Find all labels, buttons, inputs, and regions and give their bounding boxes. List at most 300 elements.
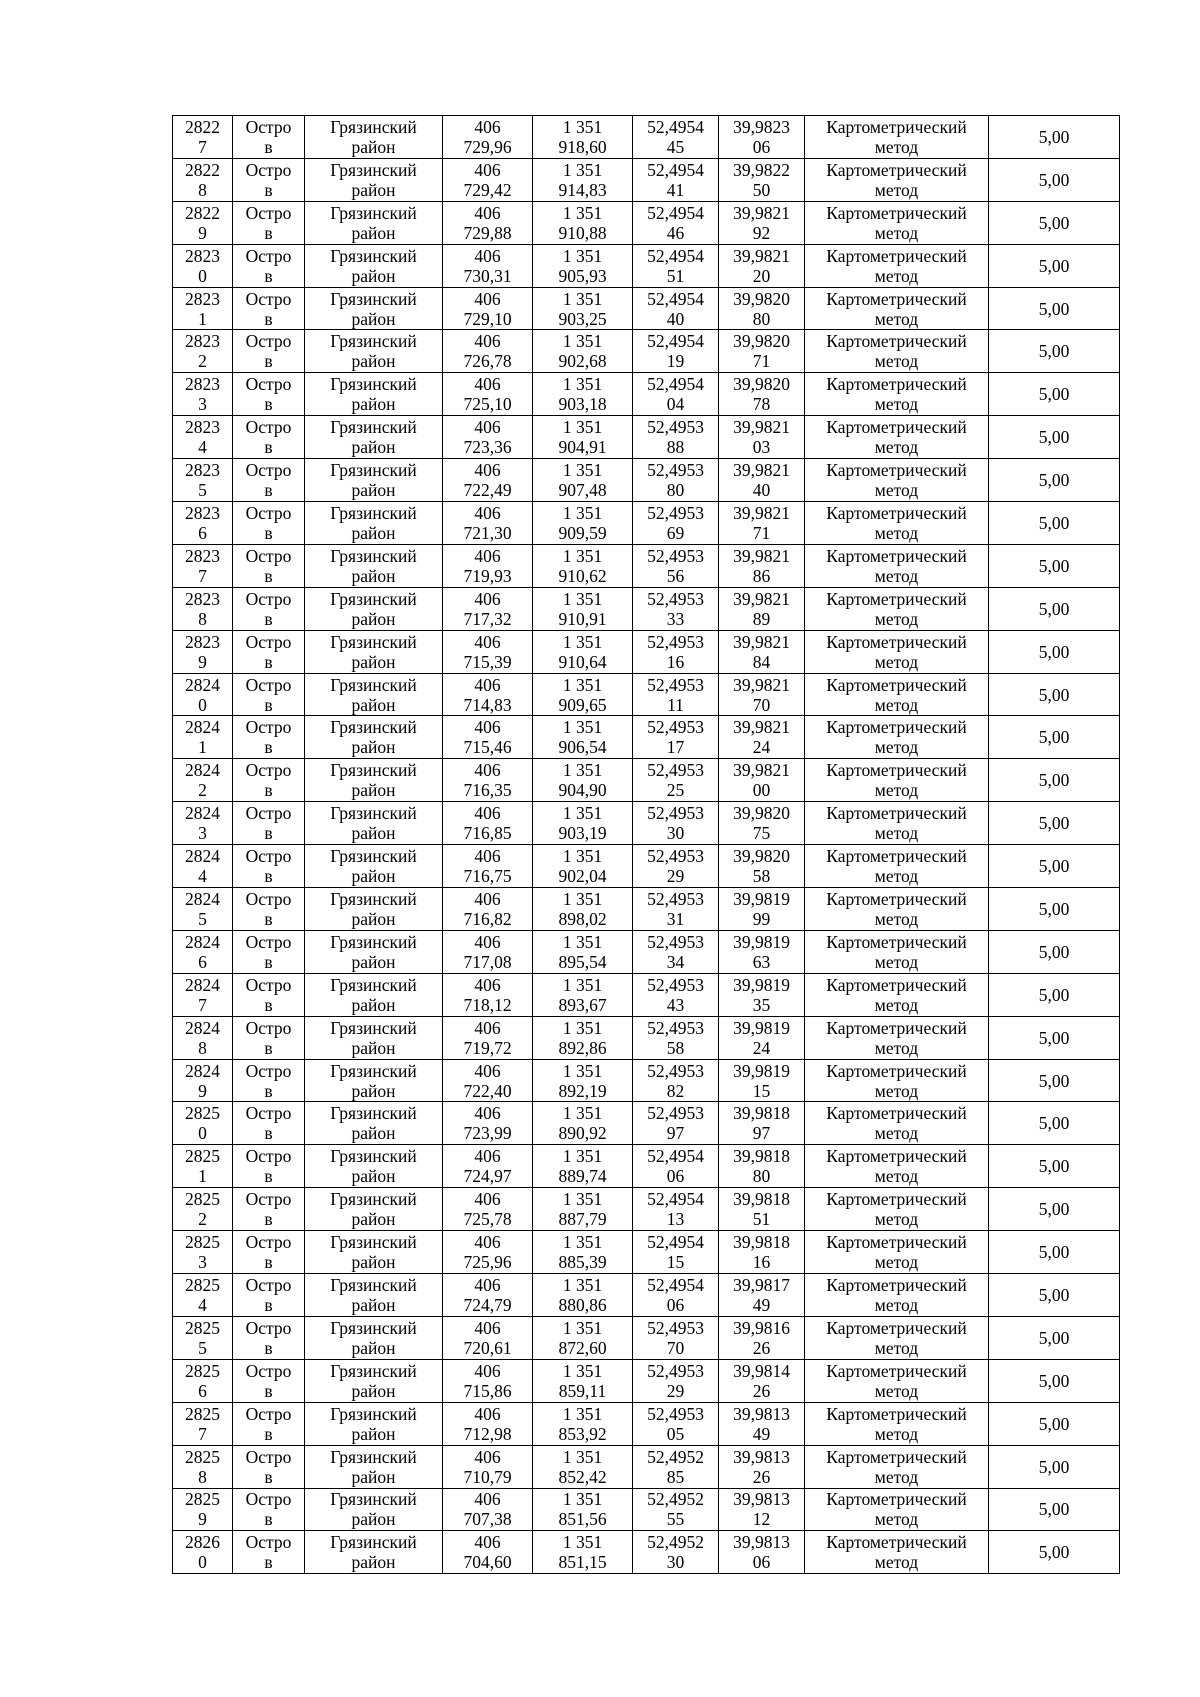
y-coordinate-cell-line-1: 1 351 <box>562 931 603 952</box>
point-id-cell-line-1: 2824 <box>185 1060 220 1081</box>
latitude-cell-line-2: 85 <box>666 1466 685 1487</box>
y-coordinate-cell <box>533 1445 633 1488</box>
object-type-cell <box>233 373 305 416</box>
object-type-cell-line-2: в <box>264 522 273 543</box>
latitude-cell-line-1: 52,4952 <box>647 1489 704 1510</box>
latitude-cell <box>633 759 719 802</box>
table-row <box>173 716 1120 759</box>
latitude-cell-line-2: 82 <box>666 1080 685 1101</box>
longitude-cell-line-1: 39,9814 <box>733 1360 790 1381</box>
point-id-cell-line-2: 8 <box>198 608 207 629</box>
method-cell-line-2: метод <box>874 780 919 801</box>
x-coordinate-cell-line-2: 704,60 <box>463 1552 512 1573</box>
method-cell-line-2: метод <box>874 737 919 758</box>
accuracy-cell: 5,00 <box>989 930 1120 973</box>
y-coordinate-cell-line-2: 895,54 <box>558 951 607 972</box>
object-type-cell-line-2: в <box>264 994 273 1015</box>
y-coordinate-cell <box>533 244 633 287</box>
object-type-cell-line-2: в <box>264 908 273 929</box>
y-coordinate-cell <box>533 716 633 759</box>
object-type-cell-line-1: Остро <box>245 803 292 824</box>
latitude-cell-line-1: 52,4954 <box>647 159 704 180</box>
longitude-cell <box>719 673 805 716</box>
object-type-cell <box>233 716 305 759</box>
latitude-cell-line-2: 55 <box>666 1509 685 1530</box>
y-coordinate-cell-line-1: 1 351 <box>562 331 603 352</box>
method-cell-line-1: Картометрический <box>826 631 967 652</box>
point-id-cell-line-1: 2822 <box>185 159 220 180</box>
object-type-cell-line-2: в <box>264 1337 273 1358</box>
accuracy-cell: 5,00 <box>989 587 1120 630</box>
district-cell-line-2: район <box>351 179 396 200</box>
accuracy-cell: 5,00 <box>989 330 1120 373</box>
x-coordinate-cell-line-1: 406 <box>474 1446 501 1467</box>
latitude-cell-line-2: 06 <box>666 1294 685 1315</box>
longitude-cell <box>719 1059 805 1102</box>
table-row <box>173 416 1120 459</box>
district-cell-line-2: район <box>351 265 396 286</box>
x-coordinate-cell-line-1: 406 <box>474 460 501 481</box>
method-cell <box>805 244 989 287</box>
object-type-cell-line-2: в <box>264 308 273 329</box>
latitude-cell-line-1: 52,4954 <box>647 116 704 137</box>
y-coordinate-cell <box>533 158 633 201</box>
latitude-cell <box>633 802 719 845</box>
point-id-cell-line-2: 0 <box>198 694 207 715</box>
y-coordinate-cell-line-2: 910,91 <box>558 608 607 629</box>
object-type-cell-line-1: Остро <box>245 1489 292 1510</box>
y-coordinate-cell <box>533 1188 633 1231</box>
table-row <box>173 502 1120 545</box>
table-row <box>173 973 1120 1016</box>
district-cell-line-1: Грязинский <box>330 717 417 738</box>
district-cell-line-2: район <box>351 1423 396 1444</box>
object-type-cell-line-1: Остро <box>245 288 292 309</box>
object-type-cell-line-1: Остро <box>245 974 292 995</box>
point-id-cell-line-2: 7 <box>198 565 207 586</box>
y-coordinate-cell-line-1: 1 351 <box>562 202 603 223</box>
point-id-cell-line-1: 2823 <box>185 460 220 481</box>
x-coordinate-cell-line-1: 406 <box>474 1017 501 1038</box>
table-row <box>173 1488 1120 1531</box>
x-coordinate-cell-line-2: 729,88 <box>463 222 512 243</box>
object-type-cell <box>233 587 305 630</box>
accuracy-cell: 5,00 <box>989 1231 1120 1274</box>
latitude-cell <box>633 544 719 587</box>
district-cell <box>305 1016 443 1059</box>
object-type-cell <box>233 1531 305 1574</box>
longitude-cell-line-1: 39,9820 <box>733 803 790 824</box>
latitude-cell <box>633 330 719 373</box>
point-id-cell-line-1: 2823 <box>185 374 220 395</box>
point-id-cell-line-1: 2825 <box>185 1317 220 1338</box>
latitude-cell-line-2: 33 <box>666 608 685 629</box>
x-coordinate-cell-line-1: 406 <box>474 888 501 909</box>
x-coordinate-cell <box>443 587 533 630</box>
object-type-cell-line-2: в <box>264 1209 273 1230</box>
district-cell <box>305 1274 443 1317</box>
point-id-cell <box>173 544 233 587</box>
table-row <box>173 1445 1120 1488</box>
y-coordinate-cell-line-1: 1 351 <box>562 1232 603 1253</box>
object-type-cell-line-2: в <box>264 265 273 286</box>
object-type-cell-line-2: в <box>264 1466 273 1487</box>
x-coordinate-cell <box>443 201 533 244</box>
table-row <box>173 330 1120 373</box>
method-cell <box>805 630 989 673</box>
district-cell-line-2: район <box>351 394 396 415</box>
longitude-cell-line-2: 71 <box>752 351 771 372</box>
latitude-cell <box>633 888 719 931</box>
object-type-cell-line-1: Остро <box>245 1060 292 1081</box>
latitude-cell-line-2: 41 <box>666 179 685 200</box>
y-coordinate-cell <box>533 330 633 373</box>
x-coordinate-cell <box>443 287 533 330</box>
object-type-cell-line-1: Остро <box>245 674 292 695</box>
latitude-cell <box>633 673 719 716</box>
point-id-cell-line-2: 7 <box>198 1423 207 1444</box>
x-coordinate-cell <box>443 244 533 287</box>
district-cell-line-2: район <box>351 1209 396 1230</box>
object-type-cell-line-1: Остро <box>245 1146 292 1167</box>
x-coordinate-cell <box>443 802 533 845</box>
y-coordinate-cell-line-2: 893,67 <box>558 994 607 1015</box>
x-coordinate-cell <box>443 759 533 802</box>
y-coordinate-cell-line-1: 1 351 <box>562 631 603 652</box>
point-id-cell-line-2: 5 <box>198 480 207 501</box>
longitude-cell-line-1: 39,9821 <box>733 545 790 566</box>
object-type-cell-line-2: в <box>264 694 273 715</box>
latitude-cell-line-1: 52,4953 <box>647 717 704 738</box>
longitude-cell <box>719 158 805 201</box>
x-coordinate-cell <box>443 1274 533 1317</box>
district-cell <box>305 1402 443 1445</box>
y-coordinate-cell-line-2: 859,11 <box>558 1380 607 1401</box>
point-id-cell-line-1: 2823 <box>185 245 220 266</box>
district-cell-line-1: Грязинский <box>330 502 417 523</box>
point-id-cell-line-2: 4 <box>198 866 207 887</box>
x-coordinate-cell-line-2: 715,86 <box>463 1380 512 1401</box>
district-cell-line-1: Грязинский <box>330 245 417 266</box>
object-type-cell <box>233 1059 305 1102</box>
object-type-cell-line-1: Остро <box>245 202 292 223</box>
latitude-cell <box>633 1531 719 1574</box>
object-type-cell-line-1: Остро <box>245 1103 292 1124</box>
method-cell-line-1: Картометрический <box>826 288 967 309</box>
district-cell <box>305 1231 443 1274</box>
x-coordinate-cell-line-1: 406 <box>474 374 501 395</box>
method-cell-line-2: метод <box>874 136 919 157</box>
y-coordinate-cell <box>533 1488 633 1531</box>
x-coordinate-cell <box>443 1359 533 1402</box>
method-cell-line-1: Картометрический <box>826 1017 967 1038</box>
object-type-cell-line-1: Остро <box>245 888 292 909</box>
district-cell-line-1: Грязинский <box>330 460 417 481</box>
longitude-cell-line-1: 39,9821 <box>733 760 790 781</box>
y-coordinate-cell <box>533 1274 633 1317</box>
method-cell-line-2: метод <box>874 651 919 672</box>
point-id-cell <box>173 502 233 545</box>
object-type-cell-line-1: Остро <box>245 1403 292 1424</box>
y-coordinate-cell <box>533 416 633 459</box>
method-cell <box>805 1316 989 1359</box>
latitude-cell-line-1: 52,4953 <box>647 803 704 824</box>
longitude-cell-line-2: 26 <box>752 1337 771 1358</box>
longitude-cell-line-1: 39,9821 <box>733 417 790 438</box>
method-cell-line-1: Картометрический <box>826 1403 967 1424</box>
method-cell <box>805 930 989 973</box>
object-type-cell-line-1: Остро <box>245 159 292 180</box>
object-type-cell <box>233 1316 305 1359</box>
method-cell-line-1: Картометрический <box>826 1274 967 1295</box>
district-cell <box>305 1531 443 1574</box>
x-coordinate-cell-line-2: 712,98 <box>463 1423 512 1444</box>
district-cell-line-1: Грязинский <box>330 803 417 824</box>
longitude-cell-line-1: 39,9821 <box>733 202 790 223</box>
method-cell-line-1: Картометрический <box>826 1060 967 1081</box>
x-coordinate-cell-line-1: 406 <box>474 417 501 438</box>
district-cell <box>305 1145 443 1188</box>
longitude-cell-line-1: 39,9821 <box>733 588 790 609</box>
object-type-cell-line-1: Остро <box>245 1232 292 1253</box>
longitude-cell <box>719 802 805 845</box>
method-cell <box>805 116 989 159</box>
object-type-cell <box>233 544 305 587</box>
point-id-cell-line-1: 2824 <box>185 931 220 952</box>
y-coordinate-cell <box>533 673 633 716</box>
longitude-cell <box>719 1145 805 1188</box>
point-id-cell-line-2: 4 <box>198 1294 207 1315</box>
latitude-cell <box>633 716 719 759</box>
method-cell-line-2: метод <box>874 1294 919 1315</box>
x-coordinate-cell-line-2: 715,46 <box>463 737 512 758</box>
point-id-cell-line-1: 2825 <box>185 1360 220 1381</box>
latitude-cell-line-1: 52,4953 <box>647 1317 704 1338</box>
object-type-cell-line-1: Остро <box>245 116 292 137</box>
latitude-cell <box>633 1445 719 1488</box>
method-cell-line-1: Картометрический <box>826 888 967 909</box>
latitude-cell-line-2: 15 <box>666 1252 685 1273</box>
method-cell <box>805 1274 989 1317</box>
method-cell-line-1: Картометрический <box>826 974 967 995</box>
district-cell-line-2: район <box>351 1294 396 1315</box>
method-cell-line-1: Картометрический <box>826 1103 967 1124</box>
district-cell-line-2: район <box>351 1509 396 1530</box>
point-id-cell-line-2: 9 <box>198 1080 207 1101</box>
method-cell-line-1: Картометрический <box>826 803 967 824</box>
object-type-cell <box>233 1445 305 1488</box>
latitude-cell-line-2: 70 <box>666 1337 685 1358</box>
x-coordinate-cell-line-2: 717,08 <box>463 951 512 972</box>
district-cell <box>305 373 443 416</box>
latitude-cell-line-2: 69 <box>666 522 685 543</box>
x-coordinate-cell <box>443 1059 533 1102</box>
longitude-cell <box>719 845 805 888</box>
method-cell-line-1: Картометрический <box>826 245 967 266</box>
point-id-cell <box>173 287 233 330</box>
accuracy-cell: 5,00 <box>989 802 1120 845</box>
point-id-cell <box>173 1445 233 1488</box>
point-id-cell-line-2: 5 <box>198 1337 207 1358</box>
x-coordinate-cell <box>443 630 533 673</box>
object-type-cell-line-1: Остро <box>245 717 292 738</box>
y-coordinate-cell-line-1: 1 351 <box>562 1403 603 1424</box>
district-cell <box>305 930 443 973</box>
x-coordinate-cell-line-2: 725,78 <box>463 1209 512 1230</box>
x-coordinate-cell-line-2: 729,10 <box>463 308 512 329</box>
x-coordinate-cell-line-2: 725,10 <box>463 394 512 415</box>
point-id-cell-line-1: 2823 <box>185 631 220 652</box>
x-coordinate-cell-line-2: 715,39 <box>463 651 512 672</box>
method-cell-line-1: Картометрический <box>826 1360 967 1381</box>
y-coordinate-cell-line-1: 1 351 <box>562 245 603 266</box>
longitude-cell-line-1: 39,9813 <box>733 1532 790 1553</box>
object-type-cell-line-1: Остро <box>245 1317 292 1338</box>
table-row <box>173 845 1120 888</box>
x-coordinate-cell-line-1: 406 <box>474 202 501 223</box>
table-row <box>173 1359 1120 1402</box>
point-id-cell-line-2: 6 <box>198 522 207 543</box>
latitude-cell-line-2: 88 <box>666 437 685 458</box>
method-cell-line-2: метод <box>874 351 919 372</box>
method-cell <box>805 1359 989 1402</box>
latitude-cell <box>633 1188 719 1231</box>
method-cell <box>805 1059 989 1102</box>
point-id-cell-line-1: 2825 <box>185 1189 220 1210</box>
latitude-cell-line-1: 52,4954 <box>647 288 704 309</box>
object-type-cell <box>233 630 305 673</box>
method-cell-line-2: метод <box>874 480 919 501</box>
object-type-cell <box>233 158 305 201</box>
y-coordinate-cell <box>533 201 633 244</box>
y-coordinate-cell-line-1: 1 351 <box>562 159 603 180</box>
latitude-cell-line-1: 52,4953 <box>647 417 704 438</box>
longitude-cell <box>719 1231 805 1274</box>
district-cell-line-1: Грязинский <box>330 1232 417 1253</box>
point-id-cell-line-1: 2822 <box>185 202 220 223</box>
object-type-cell-line-2: в <box>264 1294 273 1315</box>
x-coordinate-cell <box>443 1316 533 1359</box>
latitude-cell-line-1: 52,4953 <box>647 974 704 995</box>
method-cell-line-2: метод <box>874 437 919 458</box>
point-id-cell <box>173 888 233 931</box>
y-coordinate-cell-line-1: 1 351 <box>562 674 603 695</box>
point-id-cell <box>173 1145 233 1188</box>
x-coordinate-cell <box>443 502 533 545</box>
point-id-cell <box>173 416 233 459</box>
district-cell <box>305 1316 443 1359</box>
table-row <box>173 1059 1120 1102</box>
latitude-cell <box>633 973 719 1016</box>
longitude-cell-line-2: 70 <box>752 694 771 715</box>
point-id-cell <box>173 587 233 630</box>
x-coordinate-cell-line-1: 406 <box>474 1103 501 1124</box>
point-id-cell <box>173 1059 233 1102</box>
object-type-cell <box>233 1016 305 1059</box>
district-cell <box>305 459 443 502</box>
object-type-cell-line-1: Остро <box>245 331 292 352</box>
y-coordinate-cell-line-1: 1 351 <box>562 1360 603 1381</box>
latitude-cell <box>633 1359 719 1402</box>
latitude-cell-line-1: 52,4953 <box>647 846 704 867</box>
y-coordinate-cell-line-2: 906,54 <box>558 737 607 758</box>
x-coordinate-cell-line-2: 726,78 <box>463 351 512 372</box>
y-coordinate-cell <box>533 116 633 159</box>
district-cell-line-1: Грязинский <box>330 1017 417 1038</box>
table-row <box>173 888 1120 931</box>
latitude-cell <box>633 1016 719 1059</box>
district-cell <box>305 502 443 545</box>
longitude-cell-line-1: 39,9821 <box>733 245 790 266</box>
x-coordinate-cell-line-1: 406 <box>474 1360 501 1381</box>
x-coordinate-cell-line-1: 406 <box>474 116 501 137</box>
table-row <box>173 673 1120 716</box>
y-coordinate-cell-line-2: 910,62 <box>558 565 607 586</box>
longitude-cell-line-2: 24 <box>752 1037 771 1058</box>
longitude-cell <box>719 1531 805 1574</box>
longitude-cell-line-2: 40 <box>752 480 771 501</box>
latitude-cell <box>633 845 719 888</box>
x-coordinate-cell <box>443 416 533 459</box>
x-coordinate-cell <box>443 1402 533 1445</box>
x-coordinate-cell-line-2: 719,72 <box>463 1037 512 1058</box>
object-type-cell <box>233 888 305 931</box>
y-coordinate-cell <box>533 1231 633 1274</box>
longitude-cell <box>719 888 805 931</box>
y-coordinate-cell-line-1: 1 351 <box>562 846 603 867</box>
district-cell-line-2: район <box>351 608 396 629</box>
x-coordinate-cell <box>443 845 533 888</box>
point-id-cell <box>173 630 233 673</box>
point-id-cell-line-1: 2824 <box>185 760 220 781</box>
longitude-cell <box>719 459 805 502</box>
x-coordinate-cell <box>443 158 533 201</box>
method-cell-line-1: Картометрический <box>826 374 967 395</box>
point-id-cell <box>173 1274 233 1317</box>
method-cell <box>805 1488 989 1531</box>
longitude-cell-line-1: 39,9816 <box>733 1317 790 1338</box>
accuracy-cell: 5,00 <box>989 116 1120 159</box>
method-cell-line-1: Картометрический <box>826 1317 967 1338</box>
longitude-cell-line-1: 39,9820 <box>733 288 790 309</box>
longitude-cell-line-1: 39,9813 <box>733 1446 790 1467</box>
y-coordinate-cell-line-2: 852,42 <box>558 1466 607 1487</box>
point-id-cell <box>173 973 233 1016</box>
x-coordinate-cell-line-1: 406 <box>474 502 501 523</box>
y-coordinate-cell-line-1: 1 351 <box>562 1189 603 1210</box>
district-cell <box>305 973 443 1016</box>
district-cell <box>305 845 443 888</box>
accuracy-cell: 5,00 <box>989 1445 1120 1488</box>
point-id-cell <box>173 673 233 716</box>
longitude-cell-line-2: 99 <box>752 908 771 929</box>
latitude-cell-line-2: 11 <box>667 694 684 715</box>
district-cell-line-2: район <box>351 1380 396 1401</box>
x-coordinate-cell <box>443 716 533 759</box>
x-coordinate-cell-line-2: 707,38 <box>463 1509 512 1530</box>
x-coordinate-cell-line-2: 724,97 <box>463 1166 512 1187</box>
accuracy-cell: 5,00 <box>989 716 1120 759</box>
district-cell-line-2: район <box>351 994 396 1015</box>
y-coordinate-cell-line-2: 909,65 <box>558 694 607 715</box>
longitude-cell-line-2: 97 <box>752 1123 771 1144</box>
y-coordinate-cell-line-1: 1 351 <box>562 1489 603 1510</box>
point-id-cell-line-1: 2822 <box>185 116 220 137</box>
object-type-cell-line-1: Остро <box>245 1360 292 1381</box>
latitude-cell <box>633 416 719 459</box>
district-cell-line-2: район <box>351 136 396 157</box>
longitude-cell-line-2: 26 <box>752 1466 771 1487</box>
